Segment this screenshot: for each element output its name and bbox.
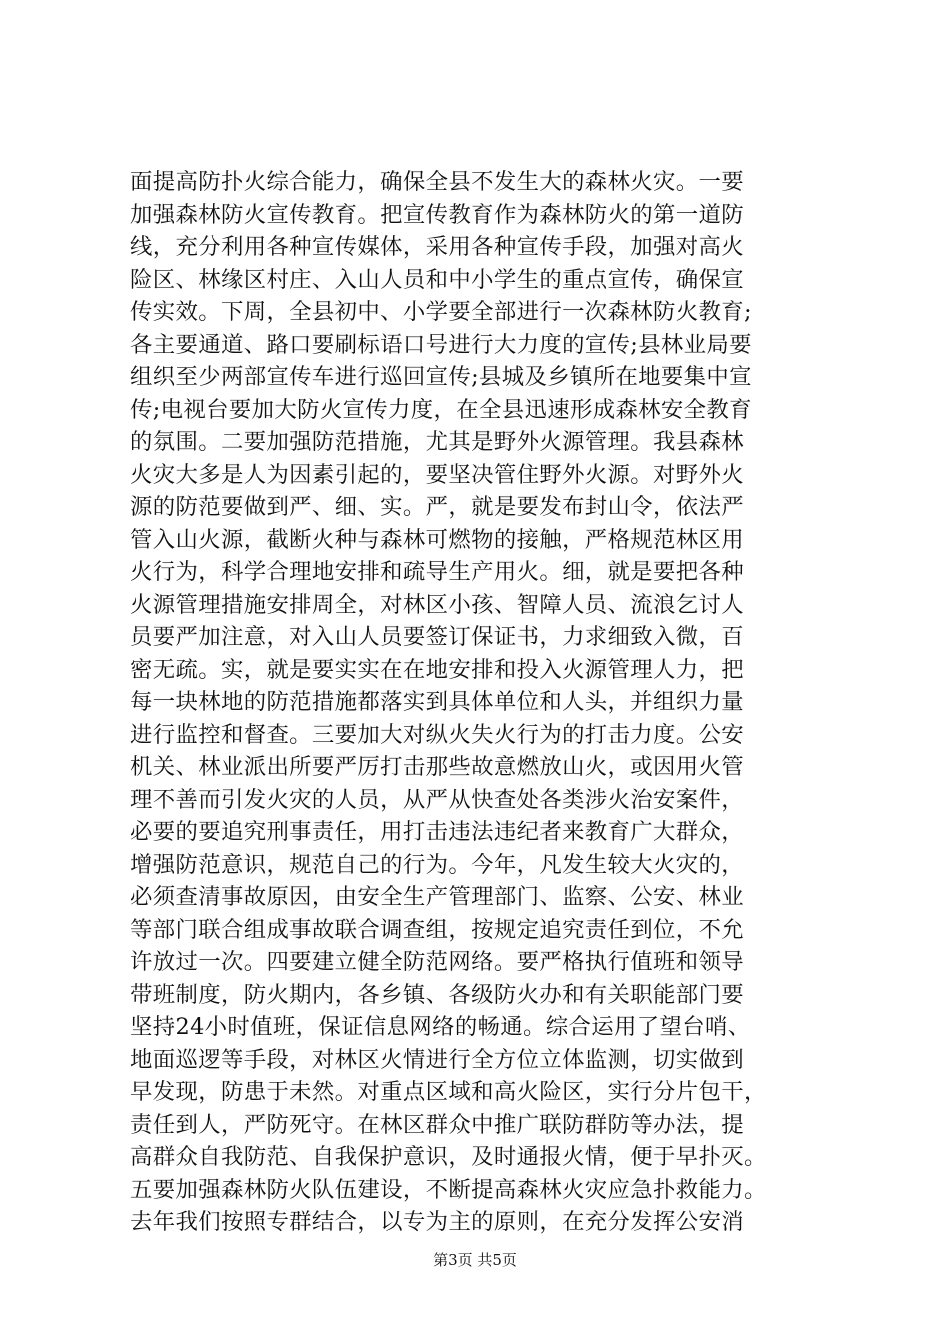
- text-line: 理不善而引发火灾的人员，从严从快查处各类涉火治安案件，: [130, 786, 744, 813]
- text-line: 每一块林地的防范措施都落实到具体单位和人头，并组织力量: [130, 689, 744, 715]
- text-line: 责任到人，严防死守。在林区群众中推广联防群防等办法，提: [130, 1111, 744, 1138]
- text-line: 传实效。下周，全县初中、小学要全部进行一次森林防火教育;: [130, 299, 752, 325]
- text-line: 增强防范意识，规范自己的行为。今年，凡发生较大火灾的，: [130, 851, 744, 878]
- text-line: 的氛围。二要加强防范措施，尤其是野外火源管理。我县森林: [130, 429, 744, 455]
- text-line: 等部门联合组成事故联合调查组，按规定追究责任到位，不允: [130, 916, 744, 943]
- text-line: 机关、林业派出所要严厉打击那些故意燃放山火，或因用火管: [130, 754, 744, 780]
- text-line: 必要的要追究刑事责任，用打击违法违纪者来教育广大群众，: [130, 819, 744, 845]
- text-line: 许放过一次。四要建立健全防范网络。要严格执行值班和领导: [130, 949, 744, 975]
- text-line: 高群众自我防范、自我保护意识，及时通报火情，便于早扑灭。: [130, 1144, 767, 1170]
- text-line: 进行监控和督查。三要加大对纵火失火行为的打击力度。公安: [130, 721, 744, 748]
- text-line: 员要严加注意，对入山人员要签订保证书，力求细致入微，百: [130, 624, 744, 650]
- text-line: 必须查清事故原因，由安全生产管理部门、监察、公安、林业: [130, 884, 744, 910]
- text-line: 火灾大多是人为因素引起的，要坚决管住野外火源。对野外火: [130, 461, 744, 488]
- text-line: 早发现，防患于未然。对重点区域和高火险区，实行分片包干，: [130, 1079, 767, 1105]
- document-body: [130, 166, 830, 1239]
- text-line: 源的防范要做到严、细、实。严，就是要发布封山令，依法严: [130, 494, 744, 520]
- text-line: 火源管理措施安排周全，对林区小孩、智障人员、流浪乞讨人: [130, 591, 744, 618]
- text-line: 密无疏。实，就是要实实在在地安排和投入火源管理人力，把: [130, 656, 744, 683]
- page-number-footer: 第3页 共5页: [433, 1251, 517, 1269]
- text-line: 传;电视台要加大防火宣传力度，在全县迅速形成森林安全教育: [130, 396, 752, 423]
- text-line: 加强森林防火宣传教育。把宣传教育作为森林防火的第一道防: [130, 201, 744, 228]
- text-line: 地面巡逻等手段，对林区火情进行全方位立体监测，切实做到: [130, 1046, 744, 1073]
- text-line: 火行为，科学合理地安排和疏导生产用火。细，就是要把各种: [130, 559, 744, 585]
- text-line: 管入山火源，截断火种与森林可燃物的接触，严格规范林区用: [130, 526, 744, 553]
- text-line: 组织至少两部宣传车进行巡回宣传;县城及乡镇所在地要集中宣: [130, 364, 752, 390]
- text-line: 各主要通道、路口要刷标语口号进行大力度的宣传;县林业局要: [130, 331, 752, 358]
- text-line: 带班制度，防火期内，各乡镇、各级防火办和有关职能部门要: [130, 981, 744, 1008]
- text-line: 去年我们按照专群结合，以专为主的原则，在充分发挥公安消: [130, 1209, 744, 1235]
- text-line: 险区、林缘区村庄、入山人员和中小学生的重点宣传，确保宣: [130, 266, 744, 293]
- text-line: 线，充分利用各种宣传媒体，采用各种宣传手段，加强对高火: [130, 234, 744, 260]
- text-line: 面提高防扑火综合能力，确保全县不发生大的森林火灾。一要: [130, 169, 744, 195]
- text-line: 坚持24小时值班，保证信息网络的畅通。综合运用了望台哨、: [130, 1014, 751, 1040]
- text-line: 五要加强森林防火队伍建设，不断提高森林火灾应急扑救能力。: [130, 1176, 767, 1203]
